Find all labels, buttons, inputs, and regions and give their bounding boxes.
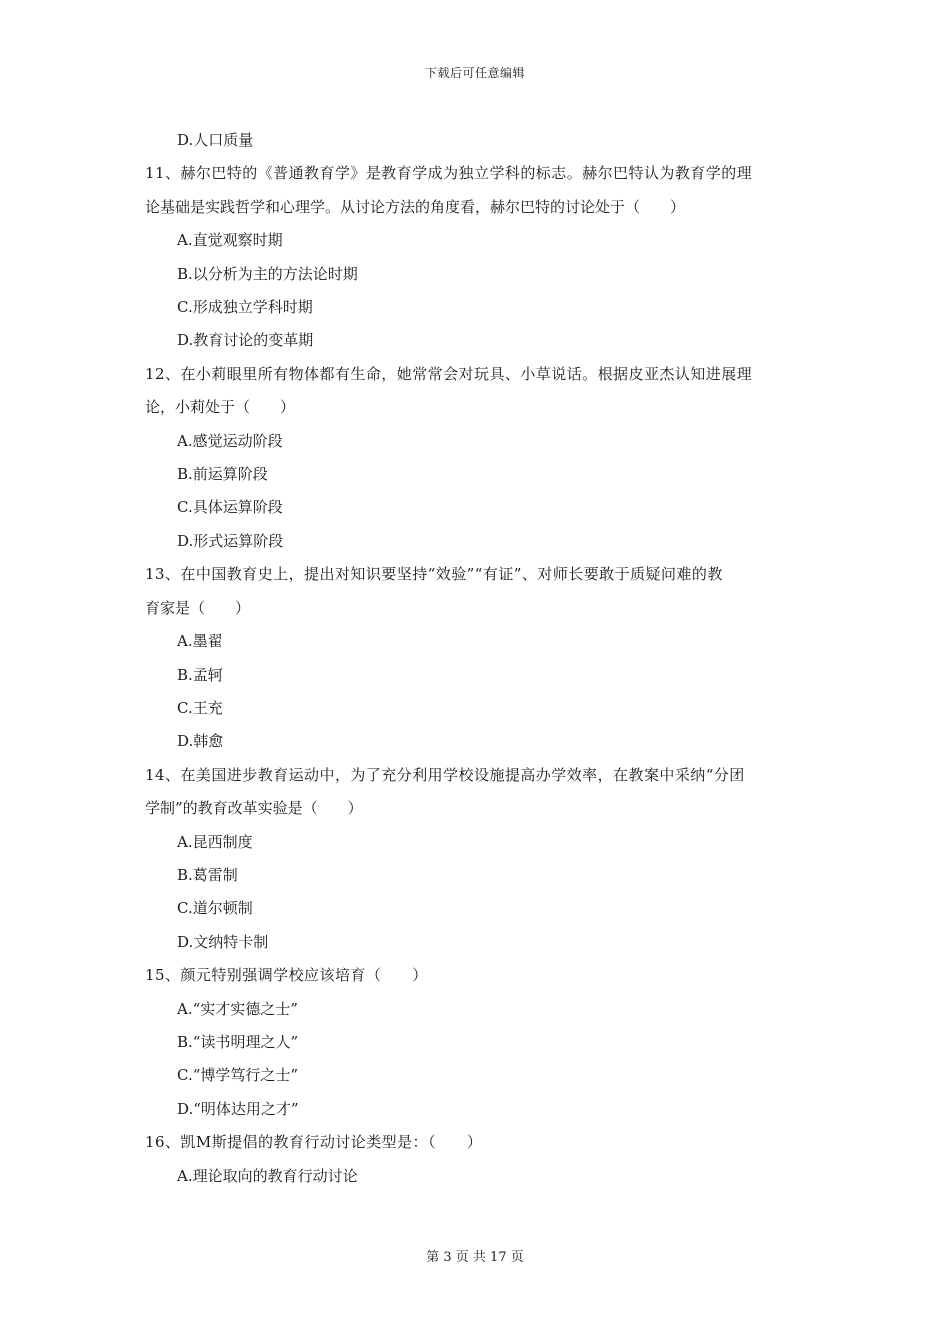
option-line: A.昆西制度 (177, 832, 253, 851)
option-line: B.以分析为主的方法论时期 (177, 264, 358, 283)
option-line: D.文纳特卡制 (177, 932, 269, 951)
option-line: D.形式运算阶段 (177, 531, 284, 550)
page-header: 下载后可任意编辑 (424, 66, 525, 80)
option-line: B.前运算阶段 (177, 465, 268, 484)
question-line: 13、在中国教育史上，提出对知识要坚持“效验”“有证”、对师长要敢于质疑问难的教 (145, 565, 723, 584)
option-line: C.“博学笃行之士” (177, 1066, 299, 1085)
question-line: 11、赫尔巴特的《普通教育学》是教育学成为独立学科的标志。赫尔巴特认为教育学的理 (145, 164, 753, 183)
option-line: A.“实才实德之士” (177, 999, 298, 1018)
option-line: A.直觉观察时期 (177, 231, 283, 250)
option-line: A.感觉运动阶段 (177, 431, 283, 450)
option-line: D.教育讨论的变革期 (177, 331, 314, 350)
option-line: C.王充 (177, 698, 223, 717)
option-line: D.韩愈 (177, 732, 224, 751)
question-continuation-line: 论基础是实践哲学和心理学。从讨论方法的角度看，赫尔巴特的讨论处于（ ） (145, 197, 686, 216)
option-line: C.形成独立学科时期 (177, 298, 313, 317)
option-line: B.葛雷制 (177, 865, 238, 884)
question-continuation-line: 论，小莉处于（ ） (145, 398, 296, 417)
option-line: C.具体运算阶段 (177, 498, 283, 517)
question-line: 16、凯M斯提倡的教育行动讨论类型是：（ ） (145, 1133, 483, 1152)
page-footer: 第 3 页 共 17 页 (426, 1250, 524, 1265)
option-line: A.墨翟 (177, 632, 223, 651)
option-line: A.理论取向的教育行动讨论 (177, 1166, 358, 1185)
question-line: 15、颜元特别强调学校应该培育（ ） (145, 966, 428, 985)
question-line: 14、在美国进步教育运动中，为了充分利用学校设施提高办学效率，在教案中采纳“分团 (145, 765, 745, 784)
option-line: B.孟轲 (177, 665, 223, 684)
document-body (145, 124, 810, 1193)
question-continuation-line: 育家是（ ） (145, 598, 251, 617)
question-line: 12、在小莉眼里所有物体都有生命，她常常会对玩具、小草说话。根据皮亚杰认知进展理 (145, 364, 753, 383)
option-line: D.“明体达用之才” (177, 1099, 299, 1118)
option-line: C.道尔顿制 (177, 899, 253, 918)
option-line: D.人口质量 (177, 131, 254, 149)
option-line: B.“读书明理之人” (177, 1032, 299, 1051)
question-continuation-line: 学制”的教育改革实验是（ ） (145, 799, 363, 818)
